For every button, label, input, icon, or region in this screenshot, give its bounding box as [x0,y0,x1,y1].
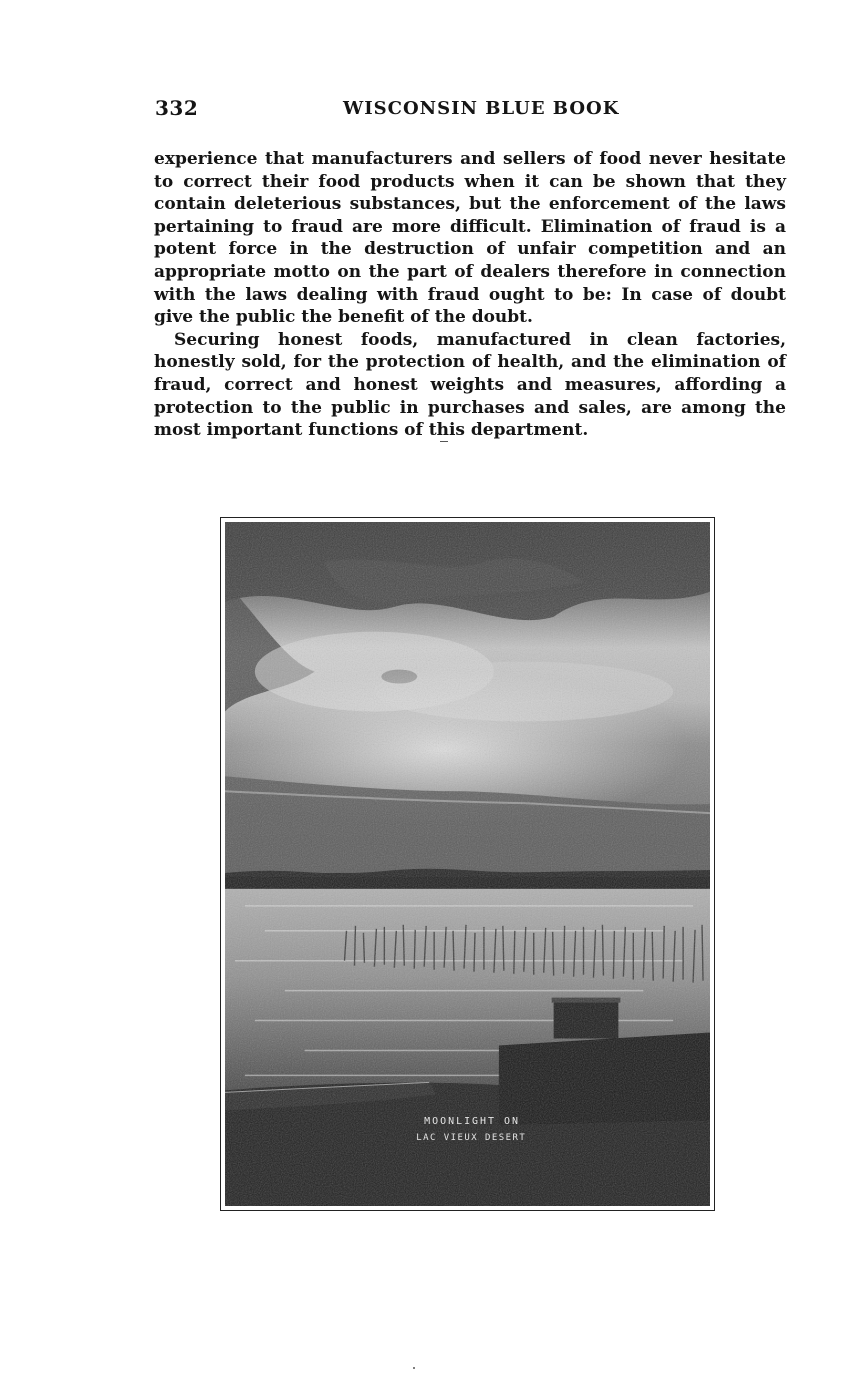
lake-moonlight-photograph [225,522,710,1206]
photo-caption-line-1: MOONLIGHT ON [424,1116,520,1128]
photo-caption-line-2: LAC VIEUX DESERT [416,1133,527,1144]
paragraph-functions: Securing honest foods, manufactured in clean factories, honestly sold, for the protection of health, and the elimination of fraud, correct and honest weights and measures, affording a protection to the public in purchases and sales, are among the most important functions of this department. [154,329,786,441]
body-text [154,148,786,442]
paragraph-continued: experience that manufacturers and sellers of food never hesitate to correct their food products when it can be shown that they contain deleterious substances, but the enforcement of the laws pertaining to fraud are more difficult. Elimination of fraud is a potent force in the destruction of unfair competition and an appropriate motto on the part of dealers therefore in connection with the laws dealing with fraud ought to be: In case of doubt give the public the benefit of the doubt. [154,149,786,328]
print-speck [440,441,448,442]
page-number: 332 [155,96,199,120]
running-head-title: WISCONSIN BLUE BOOK [343,98,620,119]
print-speck [413,1367,415,1369]
photograph-frame [220,517,715,1211]
